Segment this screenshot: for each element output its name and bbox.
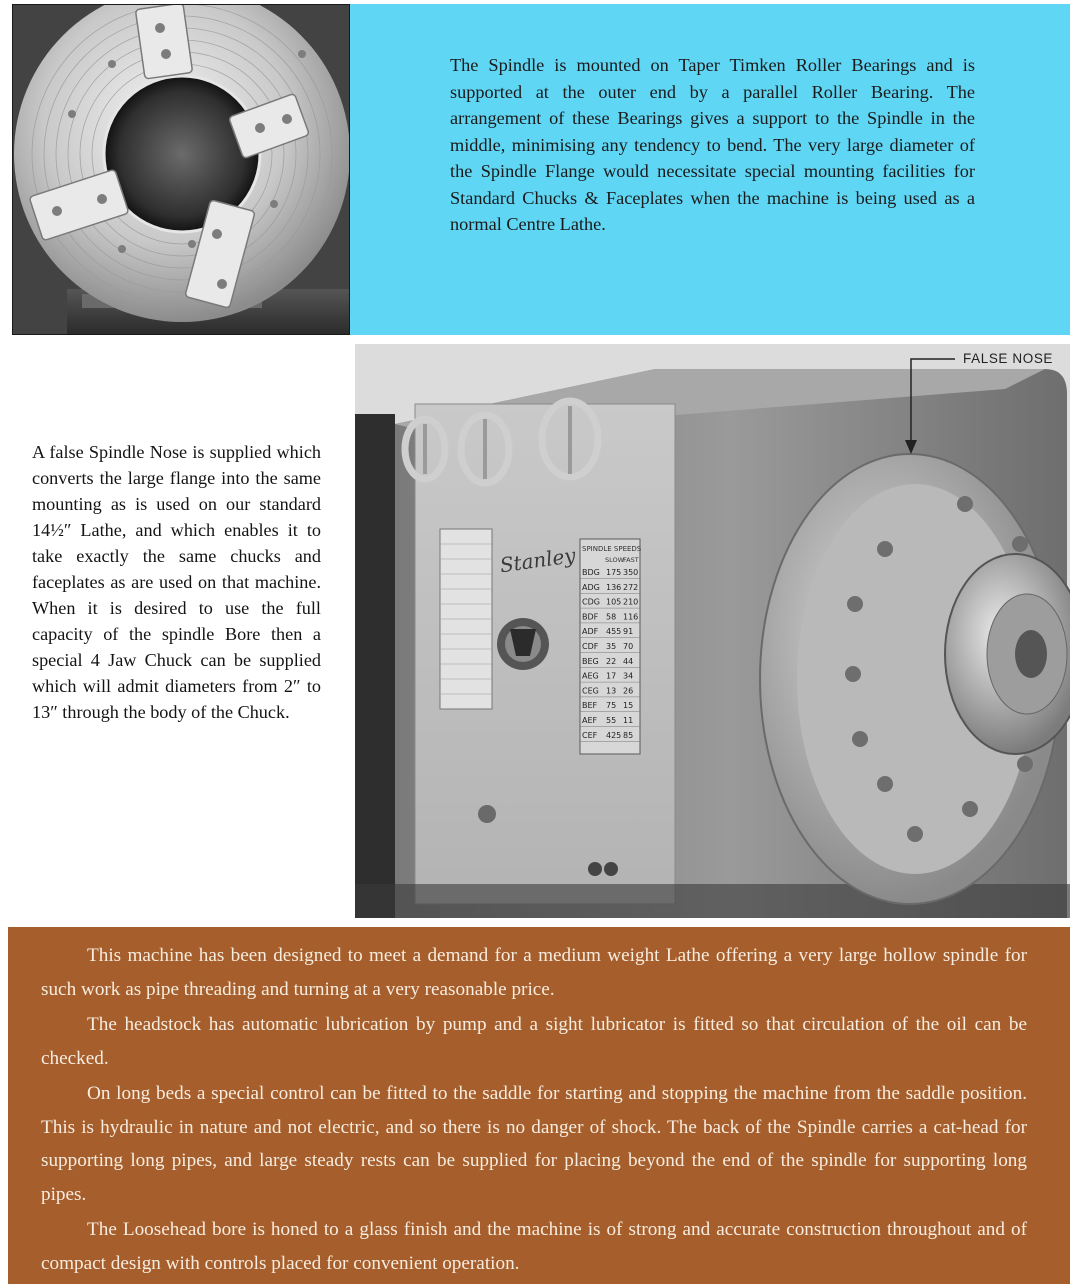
four-jaw-chuck-photo <box>12 4 350 335</box>
speed-table-cell: CEG <box>582 686 599 696</box>
speed-table-cell: 425 <box>606 730 622 740</box>
speed-table-cell: 85 <box>623 730 634 740</box>
speed-table-cell: 22 <box>606 656 617 666</box>
speed-table-cell: 272 <box>623 582 639 592</box>
speed-table-cell: ADF <box>582 627 599 637</box>
speed-table-cell: AEF <box>582 716 598 725</box>
speed-table-cell: BDF <box>582 612 599 622</box>
machine-description-panel <box>8 927 1070 1284</box>
lathe-headstock-photo <box>355 344 1070 918</box>
speed-table-cell: BDG <box>582 568 600 577</box>
speed-table-cell: 17 <box>606 671 617 681</box>
speed-table-cell: 58 <box>606 612 617 622</box>
headstock-lubrication-paragraph: The headstock has automatic lubrication by pump and a sight lubricator is fitted so that circulation of the oil can be checked. <box>41 1014 1027 1069</box>
speed-table-cell: CDF <box>582 642 599 651</box>
speed-table-cell: 105 <box>606 597 622 607</box>
speed-table-cell: 35 <box>606 642 617 651</box>
speed-table-cell: 175 <box>606 568 622 577</box>
false-nose-label: FALSE NOSE <box>963 351 1054 366</box>
speed-table-cell: 75 <box>606 701 617 711</box>
speed-table-cell: BEG <box>582 656 599 666</box>
spindle-speeds-title: SPINDLE SPEEDS <box>582 545 642 553</box>
loosehead-bore-paragraph: The Loosehead bore is honed to a glass finish and the machine is of strong and accurate construction throughout and of compact design with controls placed for convenient operation. <box>41 1219 1027 1274</box>
stanley-brand-plate: Stanley <box>498 543 577 578</box>
speed-table-cell: 55 <box>606 716 617 725</box>
speed-table-cell: 91 <box>623 627 634 637</box>
speed-table-cell: 116 <box>623 612 639 622</box>
spindle-description-panel <box>350 4 1070 335</box>
speed-table-cell: 26 <box>623 686 634 696</box>
speed-table-cell: 210 <box>623 597 639 607</box>
speed-table-cell: CEF <box>582 730 598 740</box>
speed-table-cell: 11 <box>623 716 634 725</box>
speed-header-fast: FAST <box>623 556 639 564</box>
speed-table-cell: 350 <box>623 568 639 577</box>
false-spindle-nose-description: A false Spindle Nose is supplied which converts the large flange into the same mounting as is used on our standard 14½″ Lathe, and which enables it to take exactly the same chucks and faceplates as are used on that machine. When it is desired to use the full capacity of the spindle Bore then a special 4 Jaw Chuck can be supplied which will admit diameters from 2″ to 13″ through the body of the Chuck. <box>32 442 321 722</box>
speed-table-cell: ADG <box>582 582 600 592</box>
speed-table-cell: BEF <box>582 701 598 711</box>
spindle-bearing-description: The Spindle is mounted on Taper Timken Roller Bearings and is supported at the outer end by a parallel Roller Bearing. The arrangement of these Bearings gives a support to the Spindle in the middle, minimising any tendency to bend. The very large diameter of the Spindle Flange would necessitate special mounting facilities for Standard Chucks & Faceplates when the machine is being used as a normal Centre Lathe. <box>450 55 975 234</box>
saddle-control-paragraph: On long beds a special control can be fitted to the saddle for starting and stopping the machine from the saddle position. This is hydraulic in nature and not electric, and so there is no danger of shock. The back of the Spindle carries a cat-head for supporting long pipes, and large steady rests can be supplied for placing beyond the end of the spindle for supporting long pipes. <box>41 1083 1027 1205</box>
speed-table-cell: CDG <box>582 597 600 607</box>
speed-table-cell: 70 <box>623 642 634 651</box>
speed-table-cell: 136 <box>606 582 622 592</box>
speed-table-cell: AEG <box>582 671 599 681</box>
speed-header-slow: SLOW <box>605 556 625 564</box>
speed-table-cell: 15 <box>623 701 634 711</box>
machine-overview-paragraph: This machine has been designed to meet a demand for a medium weight Lathe offering a very large hollow spindle for such work as pipe threading and turning at a very reasonable price. <box>41 945 1027 1000</box>
speed-table-cell: 455 <box>606 627 622 637</box>
speed-table-cell: 34 <box>623 671 634 681</box>
speed-table-cell: 13 <box>606 686 617 696</box>
speed-table-cell: 44 <box>623 656 634 666</box>
